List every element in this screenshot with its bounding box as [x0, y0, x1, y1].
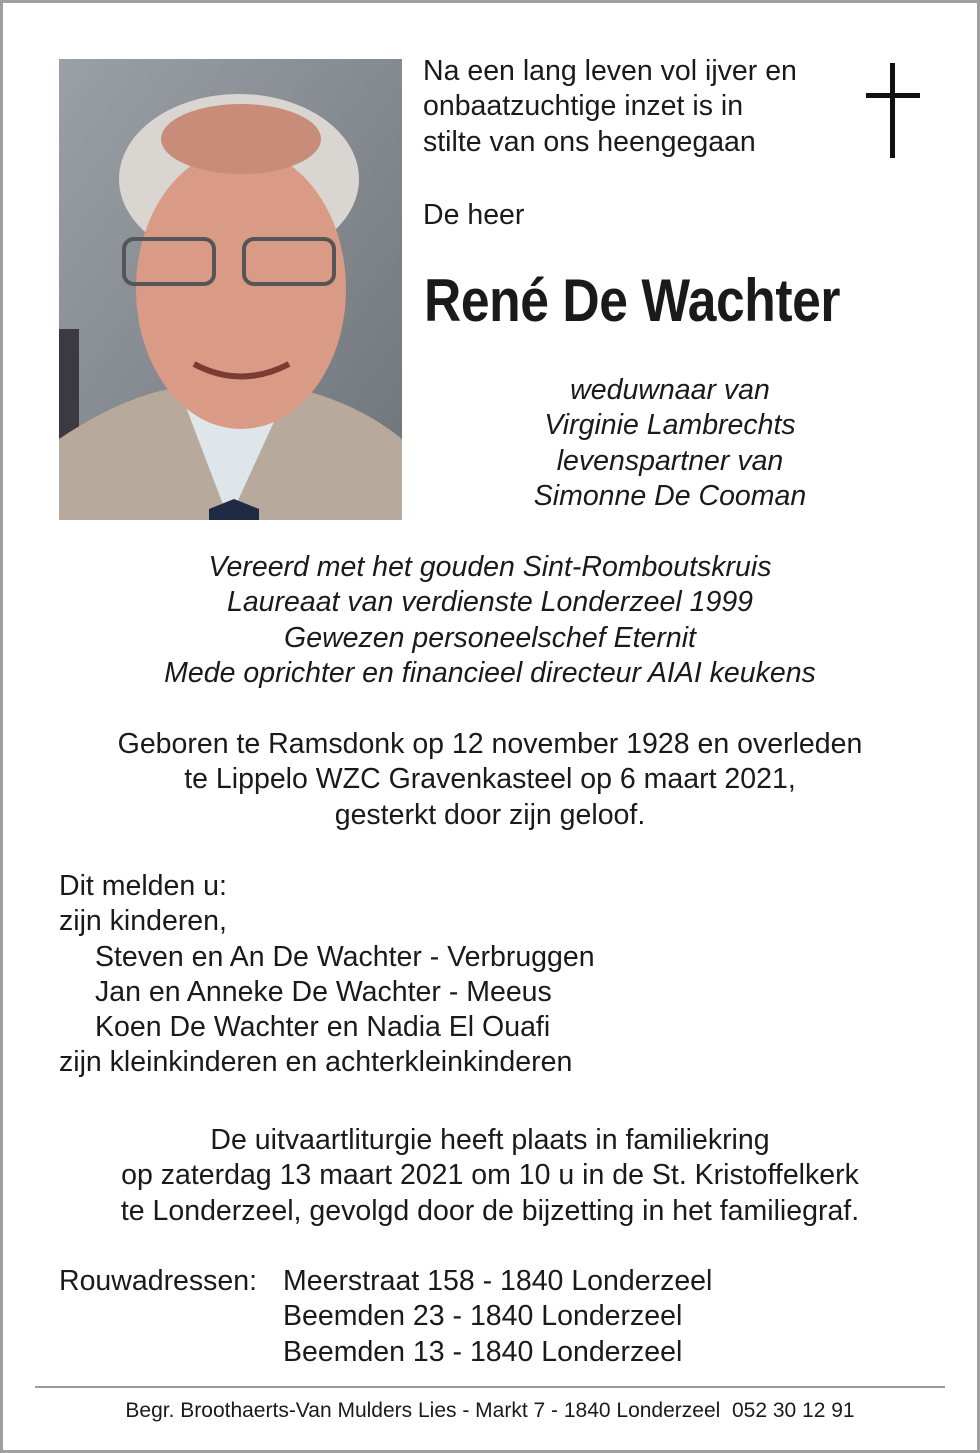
- relation-line: weduwnaar van: [570, 374, 770, 406]
- cross-icon-bar: [866, 93, 920, 98]
- salutation: De heer: [423, 199, 525, 231]
- honor-line: Gewezen personeelschef Eternit: [284, 621, 696, 654]
- relation-line: levenspartner van: [556, 444, 784, 477]
- funeral-line: op zaterdag 13 maart 2021 om 10 u in de St. Kristoffelkerk: [121, 1159, 859, 1192]
- grandchildren-line: zijn kleinkinderen en achterkleinkinderen: [59, 1046, 573, 1079]
- portrait-photo: [59, 59, 402, 520]
- addresses-label: Rouwadressen:: [59, 1265, 258, 1297]
- address-line: Beemden 23 - 1840 Londerzeel: [283, 1300, 683, 1333]
- footer-divider: [35, 1386, 945, 1388]
- honor-line: Vereerd met het gouden Sint-Romboutskruis: [208, 551, 772, 583]
- intro-line: stilte van ons heengegaan: [423, 125, 756, 158]
- intro-line: onbaatzuchtige inzet is in: [423, 90, 744, 123]
- intro-text: [423, 54, 797, 160]
- child-line: Koen De Wachter en Nadia El Ouafi: [95, 1011, 551, 1044]
- birth-death-line: Geboren te Ramsdonk op 12 november 1928 en overleden: [117, 728, 863, 760]
- cross-icon: [890, 63, 895, 158]
- child-line: Jan en Anneke De Wachter - Meeus: [95, 975, 552, 1008]
- announcers-intro: Dit melden u:: [59, 870, 227, 902]
- relation-line: Simonne De Cooman: [533, 479, 807, 512]
- birth-death-line: gesterkt door zijn geloof.: [334, 798, 646, 831]
- funeral-line: De uitvaartliturgie heeft plaats in familiekring: [210, 1124, 770, 1156]
- child-line: Steven en An De Wachter - Verbruggen: [95, 940, 595, 973]
- honors: [0, 550, 980, 691]
- address-line: Meerstraat 158 - 1840 Londerzeel: [283, 1265, 713, 1297]
- funeral-info: [0, 1123, 980, 1229]
- honor-line: Mede oprichter en financieel directeur AIAI keukens: [164, 656, 816, 689]
- relation-line: Virginie Lambrechts: [544, 409, 796, 442]
- birth-death-line: te Lippelo WZC Gravenkasteel op 6 maart 2021,: [184, 763, 796, 796]
- address-line: Beemden 13 - 1840 Londerzeel: [283, 1335, 683, 1368]
- funeral-line: te Londerzeel, gevolgd door de bijzetting in het familiegraf.: [120, 1194, 860, 1227]
- honor-line: Laureaat van verdienste Londerzeel 1999: [226, 586, 754, 619]
- intro-line: Na een lang leven vol ijver en: [423, 55, 797, 87]
- addresses: [283, 1264, 712, 1370]
- children-label: zijn kinderen,: [59, 905, 227, 938]
- announcers: [59, 869, 595, 1081]
- funeral-home-footer: Begr. Broothaerts-Van Mulders Lies - Markt 7 - 1840 Londerzeel 052 30 12 91: [125, 1399, 855, 1422]
- deceased-name: René De Wachter: [424, 267, 841, 334]
- relations: [460, 373, 880, 514]
- birth-death: [0, 727, 980, 833]
